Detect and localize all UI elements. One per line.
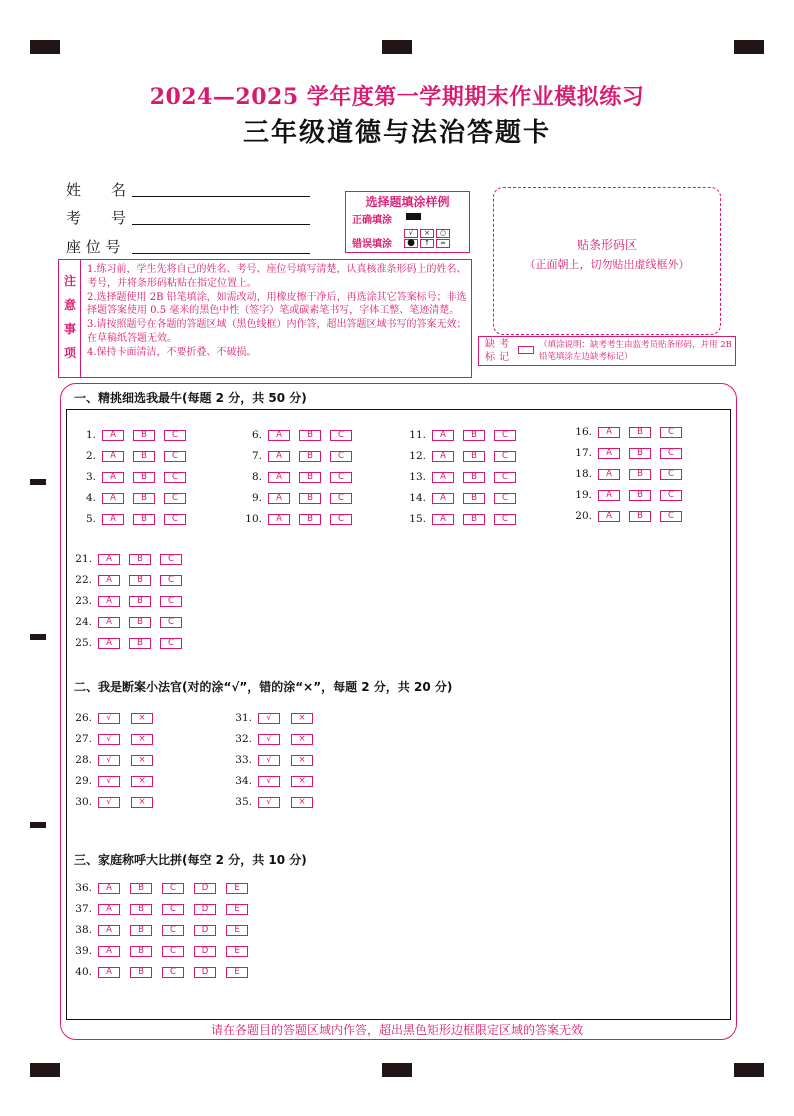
registration-mark (382, 1063, 412, 1077)
answer-bubble[interactable]: C (660, 490, 682, 501)
absent-note: （填涂说明：缺考考生由监考员贴条形码，并用 2B 铅笔填涂左边缺考标记） (539, 340, 732, 362)
absent-checkbox[interactable] (518, 346, 534, 354)
barcode-label: 贴条形码区 (576, 238, 637, 252)
answer-bubble[interactable]: C (660, 448, 682, 459)
answer-bubble[interactable]: B (129, 554, 151, 565)
answer-bubble[interactable]: A (98, 554, 120, 565)
question-number: 28. (75, 754, 92, 766)
notice-char: 项 (63, 346, 76, 360)
question-number: 37. (75, 903, 92, 915)
answer-bubble[interactable]: × (131, 734, 153, 745)
seat-number-line[interactable] (132, 253, 310, 254)
answer-bubble[interactable]: × (131, 755, 153, 766)
answer-bubble[interactable]: B (463, 472, 485, 483)
answer-bubble[interactable]: × (131, 713, 153, 724)
answer-bubble[interactable]: A (268, 514, 290, 525)
question-row (566, 489, 691, 503)
answer-bubble[interactable]: C (330, 451, 352, 462)
answer-bubble[interactable]: C (330, 472, 352, 483)
answer-bubble[interactable]: C (330, 514, 352, 525)
registration-mark (30, 40, 60, 54)
answer-bubble[interactable]: C (160, 554, 182, 565)
answer-bubble[interactable]: A (102, 430, 124, 441)
answer-bubble[interactable]: A (98, 575, 120, 586)
question-row (66, 637, 191, 651)
question-row (66, 712, 164, 726)
answer-bubble[interactable]: C (162, 946, 184, 957)
answer-bubble[interactable]: × (131, 797, 153, 808)
question-row (400, 450, 525, 464)
answer-bubble[interactable]: B (129, 596, 151, 607)
answer-bubble[interactable]: C (164, 451, 186, 462)
question-row (566, 510, 691, 524)
question-row (66, 754, 164, 768)
answer-bubble[interactable]: A (432, 430, 454, 441)
question-number: 39. (75, 945, 92, 957)
question-row (66, 595, 191, 609)
answer-bubble[interactable]: B (129, 617, 151, 628)
question-row (226, 796, 324, 810)
answer-bubble[interactable]: E (226, 925, 248, 936)
answer-bubble[interactable]: √ (258, 713, 280, 724)
question-number: 26. (75, 712, 92, 724)
question-row (236, 471, 361, 485)
question-row (236, 450, 361, 464)
notice-box (58, 259, 472, 378)
answer-bubble[interactable]: B (463, 514, 485, 525)
answer-bubble[interactable]: B (133, 493, 155, 504)
answer-bubble[interactable]: √ (258, 755, 280, 766)
fill-sample-box (345, 191, 470, 253)
barcode-hint: （正面朝上，切勿贴出虚线框外） (524, 258, 690, 271)
registration-mark (734, 1063, 764, 1077)
barcode-area[interactable] (493, 187, 721, 335)
question-number: 6. (251, 429, 262, 441)
section-title-1: 一、精挑细选我最牛(每题 2 分，共 50 分) (74, 391, 307, 405)
answer-bubble[interactable]: E (226, 946, 248, 957)
answer-bubble[interactable]: B (129, 638, 151, 649)
question-number: 4. (85, 492, 96, 504)
answer-bubble[interactable]: B (299, 514, 321, 525)
notice-item: 3.请按照题号在各题的答题区域（黑色线框）内作答，超出答题区域书写的答案无效；在草稿纸答题无效。 (87, 319, 467, 344)
answer-bubble[interactable]: C (162, 904, 184, 915)
question-number: 19. (575, 489, 592, 501)
answer-bubble[interactable]: E (226, 904, 248, 915)
question-row (66, 574, 191, 588)
answer-bubble[interactable]: C (494, 472, 516, 483)
question-number: 1. (85, 429, 96, 441)
question-row (236, 492, 361, 506)
notice-item: 4.保持卡面清洁，不要折叠、不破损。 (87, 346, 257, 358)
answer-bubble[interactable]: A (98, 638, 120, 649)
name-label: 姓 名 (66, 181, 127, 199)
answer-bubble[interactable]: C (164, 493, 186, 504)
question-number: 32. (235, 733, 252, 745)
question-number: 11. (409, 429, 426, 441)
check-mark-sample: √ (404, 229, 418, 238)
answer-bubble[interactable]: B (629, 469, 651, 480)
answer-bubble[interactable]: B (129, 575, 151, 586)
answer-bubble[interactable]: C (162, 883, 184, 894)
answer-bubble[interactable]: × (131, 776, 153, 787)
question-number: 3. (85, 471, 96, 483)
answer-bubble[interactable]: √ (258, 797, 280, 808)
answer-bubble[interactable]: C (160, 596, 182, 607)
answer-bubble[interactable]: √ (258, 734, 280, 745)
question-number: 21. (75, 553, 92, 565)
answer-bubble[interactable]: C (160, 575, 182, 586)
answer-bubble[interactable]: C (330, 493, 352, 504)
answer-bubble[interactable]: A (432, 451, 454, 462)
answer-bubble[interactable]: A (268, 493, 290, 504)
answer-bubble[interactable]: A (268, 430, 290, 441)
question-row (226, 733, 324, 747)
answer-bubble[interactable]: A (598, 448, 620, 459)
question-row (566, 468, 691, 482)
question-number: 2. (85, 450, 96, 462)
question-number: 35. (235, 796, 252, 808)
answer-bubble[interactable]: A (268, 451, 290, 462)
page-subtitle: 三年级道德与法治答题卡 (242, 118, 551, 148)
question-row (70, 429, 195, 443)
footer-note: 请在各题目的答题区域内作答，超出黑色矩形边框限定区域的答案无效 (210, 1023, 583, 1037)
question-row (400, 429, 525, 443)
answer-bubble[interactable]: E (226, 967, 248, 978)
answer-bubble[interactable]: B (130, 904, 152, 915)
answer-bubble[interactable]: B (629, 490, 651, 501)
answer-bubble[interactable]: B (133, 514, 155, 525)
question-number: 27. (75, 733, 92, 745)
answer-bubble[interactable]: A (432, 472, 454, 483)
answer-bubble[interactable]: A (598, 469, 620, 480)
answer-bubble[interactable]: B (130, 925, 152, 936)
cross-mark-sample: × (420, 229, 434, 238)
answer-bubble[interactable]: B (463, 451, 485, 462)
answer-bubble[interactable]: B (133, 472, 155, 483)
answer-bubble[interactable]: B (629, 448, 651, 459)
section-title-2: 二、我是断案小法官(对的涂“√”，错的涂“×”，每题 2 分，共 20 分) (74, 680, 453, 694)
question-row (236, 429, 361, 443)
question-number: 7. (251, 450, 262, 462)
registration-mark (734, 40, 764, 54)
answer-bubble[interactable]: A (102, 493, 124, 504)
answer-bubble[interactable]: A (98, 967, 120, 978)
answer-bubble[interactable]: A (432, 493, 454, 504)
question-row (400, 471, 525, 485)
answer-bubble[interactable]: B (299, 472, 321, 483)
exam-number-field[interactable] (66, 207, 132, 228)
answer-bubble[interactable]: C (330, 430, 352, 441)
question-number: 25. (75, 637, 92, 649)
correct-fill-mark (406, 213, 421, 220)
answer-bubble[interactable]: C (494, 514, 516, 525)
answer-bubble[interactable]: B (130, 946, 152, 957)
page-title: 2024—2025 学年度第一学期期末作业模拟练习 (149, 84, 645, 110)
notice-text (87, 263, 469, 360)
question-row (66, 966, 258, 980)
answer-bubble[interactable]: × (291, 755, 313, 766)
answer-bubble[interactable]: D (194, 904, 216, 915)
answer-bubble[interactable]: A (598, 490, 620, 501)
wrong-fill-marks (404, 228, 452, 248)
question-row (226, 754, 324, 768)
question-row (70, 450, 195, 464)
question-number: 29. (75, 775, 92, 787)
question-row (66, 796, 164, 810)
answer-bubble[interactable]: A (98, 946, 120, 957)
question-row (400, 492, 525, 506)
absent-mark-box (478, 336, 736, 366)
answer-bubble[interactable]: B (133, 451, 155, 462)
correct-fill-label: 正确填涂 (352, 215, 392, 226)
question-row (66, 616, 191, 630)
answer-bubble[interactable]: C (660, 511, 682, 522)
answer-bubble[interactable]: √ (98, 713, 120, 724)
answer-bubble[interactable]: A (598, 427, 620, 438)
answer-bubble[interactable]: C (660, 427, 682, 438)
notice-char: 意 (63, 298, 76, 312)
answer-bubble[interactable]: E (226, 883, 248, 894)
answer-bubble[interactable]: A (432, 514, 454, 525)
seat-number-label: 座 位 号 (66, 238, 121, 256)
answer-bubble[interactable]: √ (98, 797, 120, 808)
answer-bubble[interactable]: A (268, 472, 290, 483)
exam-number-line[interactable] (132, 224, 310, 225)
answer-bubble[interactable]: D (194, 946, 216, 957)
question-number: 13. (409, 471, 426, 483)
answer-bubble[interactable]: √ (258, 776, 280, 787)
question-number: 15. (409, 513, 426, 525)
question-number: 38. (75, 924, 92, 936)
answer-bubble[interactable]: B (133, 430, 155, 441)
question-row (66, 733, 164, 747)
notice-char: 事 (63, 322, 76, 336)
registration-mark (382, 40, 412, 54)
question-row (566, 426, 691, 440)
answer-bubble[interactable]: B (130, 883, 152, 894)
registration-mark (30, 479, 46, 485)
registration-mark (30, 822, 46, 828)
answer-bubble[interactable]: B (299, 430, 321, 441)
answer-bubble[interactable]: C (164, 430, 186, 441)
question-row (70, 513, 195, 527)
answer-bubble[interactable]: A (98, 925, 120, 936)
answer-bubble[interactable]: D (194, 883, 216, 894)
arrow-mark-sample: ↑ (420, 239, 434, 248)
name-field[interactable] (66, 179, 132, 200)
question-number: 30. (75, 796, 92, 808)
answer-bubble[interactable]: B (463, 430, 485, 441)
answer-bubble[interactable]: C (160, 617, 182, 628)
question-number: 14. (409, 492, 426, 504)
notice-item: 2.选择题使用 2B 铅笔填涂，如需改动，用橡皮擦干净后，再选涂其它答案标号；非选择题答案使用 0.5 毫米的黑色中性（签字）笔或碳素笔书写，字体工整、笔迹清楚。 (87, 291, 467, 317)
question-number: 40. (75, 966, 92, 978)
answer-bubble[interactable]: A (98, 883, 120, 894)
name-line[interactable] (132, 196, 310, 197)
question-number: 22. (75, 574, 92, 586)
answer-bubble[interactable]: A (98, 617, 120, 628)
registration-mark (30, 634, 46, 640)
answer-bubble[interactable]: B (463, 493, 485, 504)
absent-label: 缺考标记 (485, 339, 513, 363)
answer-bubble[interactable]: C (162, 925, 184, 936)
answer-bubble[interactable]: × (291, 776, 313, 787)
answer-bubble[interactable]: B (629, 427, 651, 438)
dash-mark-sample: ═ (436, 239, 450, 248)
question-number: 5. (85, 513, 96, 525)
question-number: 34. (235, 775, 252, 787)
fill-sample-title: 选择题填涂样例 (365, 195, 450, 209)
answer-bubble[interactable]: C (162, 967, 184, 978)
question-row (66, 903, 258, 917)
answer-bubble[interactable]: C (494, 493, 516, 504)
answer-bubble[interactable]: C (160, 638, 182, 649)
question-number: 9. (251, 492, 262, 504)
question-row (66, 882, 258, 896)
question-number: 10. (245, 513, 262, 525)
answer-bubble[interactable]: A (98, 904, 120, 915)
answer-bubble[interactable]: D (194, 967, 216, 978)
answer-bubble[interactable]: √ (98, 755, 120, 766)
section-title-3: 三、家庭称呼大比拼(每空 2 分，共 10 分) (74, 853, 307, 867)
answer-bubble[interactable]: × (291, 734, 313, 745)
question-row (70, 492, 195, 506)
question-row (70, 471, 195, 485)
answer-bubble[interactable]: C (164, 472, 186, 483)
answer-bubble[interactable]: √ (98, 734, 120, 745)
question-number: 24. (75, 616, 92, 628)
answer-bubble[interactable]: B (130, 967, 152, 978)
notice-side-label (59, 260, 81, 377)
wrong-fill-label: 错误填涂 (352, 239, 392, 250)
answer-bubble[interactable]: × (291, 797, 313, 808)
question-number: 16. (575, 426, 592, 438)
answer-bubble[interactable]: C (164, 514, 186, 525)
answer-bubble[interactable]: A (102, 514, 124, 525)
answer-bubble[interactable]: × (291, 713, 313, 724)
answer-bubble[interactable]: C (494, 451, 516, 462)
dot-mark-sample: ● (404, 239, 418, 248)
exam-number-label: 考 号 (66, 209, 127, 227)
question-row (66, 775, 164, 789)
question-number: 18. (575, 468, 592, 480)
registration-mark (30, 1063, 60, 1077)
notice-char: 注 (63, 274, 76, 288)
answer-bubble[interactable]: A (102, 451, 124, 462)
answer-bubble[interactable]: C (494, 430, 516, 441)
question-number: 23. (75, 595, 92, 607)
circle-mark-sample: ○ (436, 229, 450, 238)
answer-bubble[interactable]: B (629, 511, 651, 522)
notice-item: 1.练习前，学生先将自己的姓名、考号、座位号填写清楚，认真核准条形码上的姓名、考号，并将条形码粘贴在指定位置上。 (87, 264, 467, 289)
question-number: 20. (575, 510, 592, 522)
question-row (236, 513, 361, 527)
answer-bubble[interactable]: A (98, 596, 120, 607)
question-number: 8. (251, 471, 262, 483)
question-row (400, 513, 525, 527)
question-row (66, 924, 258, 938)
answer-bubble[interactable]: A (102, 472, 124, 483)
question-number: 36. (75, 882, 92, 894)
question-row (226, 712, 324, 726)
question-row (66, 945, 258, 959)
question-row (226, 775, 324, 789)
answer-bubble[interactable]: A (598, 511, 620, 522)
answer-bubble[interactable]: C (660, 469, 682, 480)
answer-bubble[interactable]: B (299, 451, 321, 462)
question-number: 12. (409, 450, 426, 462)
question-row (66, 553, 191, 567)
answer-bubble[interactable]: B (299, 493, 321, 504)
question-number: 31. (235, 712, 252, 724)
question-row (566, 447, 691, 461)
answer-bubble[interactable]: D (194, 925, 216, 936)
answer-bubble[interactable]: √ (98, 776, 120, 787)
question-number: 17. (575, 447, 592, 459)
seat-number-field[interactable] (66, 236, 132, 257)
question-number: 33. (235, 754, 252, 766)
